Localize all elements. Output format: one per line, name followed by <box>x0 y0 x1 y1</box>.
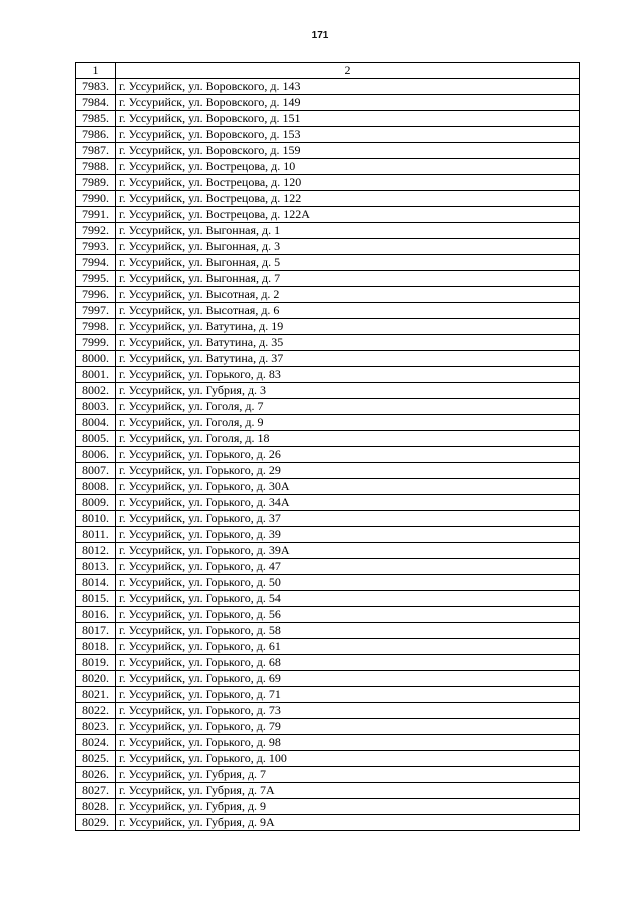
row-number: 7995. <box>76 271 116 287</box>
table-row <box>76 175 580 191</box>
row-number: 8012. <box>76 543 116 559</box>
table-row <box>76 767 580 783</box>
row-number: 7990. <box>76 191 116 207</box>
row-address: г. Уссурийск, ул. Горького, д. 37 <box>116 511 580 527</box>
table-row <box>76 687 580 703</box>
row-number: 7987. <box>76 143 116 159</box>
row-address: г. Уссурийск, ул. Выгонная, д. 1 <box>116 223 580 239</box>
table-row <box>76 127 580 143</box>
row-number: 8007. <box>76 463 116 479</box>
row-number: 8026. <box>76 767 116 783</box>
table-row <box>76 639 580 655</box>
table-row <box>76 575 580 591</box>
row-number: 8006. <box>76 447 116 463</box>
table-row <box>76 399 580 415</box>
column-header-address: 2 <box>116 63 580 79</box>
row-number: 8005. <box>76 431 116 447</box>
row-address: г. Уссурийск, ул. Горького, д. 26 <box>116 447 580 463</box>
row-address: г. Уссурийск, ул. Губрия, д. 9 <box>116 799 580 815</box>
row-address: г. Уссурийск, ул. Выгонная, д. 7 <box>116 271 580 287</box>
row-address: г. Уссурийск, ул. Вострецова, д. 122 <box>116 191 580 207</box>
row-number: 7998. <box>76 319 116 335</box>
row-address: г. Уссурийск, ул. Горького, д. 83 <box>116 367 580 383</box>
row-address: г. Уссурийск, ул. Вострецова, д. 122А <box>116 207 580 223</box>
row-number: 8001. <box>76 367 116 383</box>
table-row <box>76 383 580 399</box>
row-address: г. Уссурийск, ул. Горького, д. 73 <box>116 703 580 719</box>
row-number: 7999. <box>76 335 116 351</box>
row-address: г. Уссурийск, ул. Гоголя, д. 7 <box>116 399 580 415</box>
table-row <box>76 191 580 207</box>
table-row <box>76 415 580 431</box>
table-row <box>76 543 580 559</box>
row-number: 7988. <box>76 159 116 175</box>
row-number: 7986. <box>76 127 116 143</box>
table-row <box>76 367 580 383</box>
row-number: 8003. <box>76 399 116 415</box>
row-address: г. Уссурийск, ул. Горького, д. 58 <box>116 623 580 639</box>
row-number: 7996. <box>76 287 116 303</box>
table-body <box>76 79 580 831</box>
row-number: 8017. <box>76 623 116 639</box>
table-row <box>76 719 580 735</box>
row-number: 7989. <box>76 175 116 191</box>
table-row <box>76 799 580 815</box>
row-number: 8000. <box>76 351 116 367</box>
table-row <box>76 239 580 255</box>
row-address: г. Уссурийск, ул. Горького, д. 69 <box>116 671 580 687</box>
row-address: г. Уссурийск, ул. Воровского, д. 151 <box>116 111 580 127</box>
row-number: 8015. <box>76 591 116 607</box>
header-row <box>76 63 580 79</box>
row-address: г. Уссурийск, ул. Горького, д. 61 <box>116 639 580 655</box>
table-row <box>76 111 580 127</box>
row-address: г. Уссурийск, ул. Ватутина, д. 37 <box>116 351 580 367</box>
row-address: г. Уссурийск, ул. Горького, д. 30А <box>116 479 580 495</box>
table-header <box>76 63 580 79</box>
row-number: 8018. <box>76 639 116 655</box>
row-number: 8023. <box>76 719 116 735</box>
table-row <box>76 431 580 447</box>
row-number: 8024. <box>76 735 116 751</box>
row-number: 8021. <box>76 687 116 703</box>
row-number: 8020. <box>76 671 116 687</box>
row-address: г. Уссурийск, ул. Высотная, д. 2 <box>116 287 580 303</box>
table-row <box>76 495 580 511</box>
table-row <box>76 703 580 719</box>
row-number: 8028. <box>76 799 116 815</box>
table-row <box>76 463 580 479</box>
row-number: 8029. <box>76 815 116 831</box>
row-number: 8014. <box>76 575 116 591</box>
row-address: г. Уссурийск, ул. Горького, д. 34А <box>116 495 580 511</box>
row-address: г. Уссурийск, ул. Горького, д. 71 <box>116 687 580 703</box>
table-row <box>76 607 580 623</box>
table-row <box>76 815 580 831</box>
row-number: 7991. <box>76 207 116 223</box>
row-address: г. Уссурийск, ул. Ватутина, д. 19 <box>116 319 580 335</box>
table-row <box>76 559 580 575</box>
row-number: 8009. <box>76 495 116 511</box>
row-number: 7985. <box>76 111 116 127</box>
row-number: 7983. <box>76 79 116 95</box>
table-row <box>76 95 580 111</box>
row-address: г. Уссурийск, ул. Воровского, д. 159 <box>116 143 580 159</box>
row-address: г. Уссурийск, ул. Горького, д. 39 <box>116 527 580 543</box>
row-address: г. Уссурийск, ул. Губрия, д. 9А <box>116 815 580 831</box>
row-address: г. Уссурийск, ул. Выгонная, д. 5 <box>116 255 580 271</box>
row-number: 8008. <box>76 479 116 495</box>
row-number: 8019. <box>76 655 116 671</box>
table-row <box>76 591 580 607</box>
row-address: г. Уссурийск, ул. Горького, д. 79 <box>116 719 580 735</box>
row-number: 8004. <box>76 415 116 431</box>
row-number: 8022. <box>76 703 116 719</box>
row-address: г. Уссурийск, ул. Воровского, д. 153 <box>116 127 580 143</box>
row-number: 8011. <box>76 527 116 543</box>
table-row <box>76 143 580 159</box>
row-address: г. Уссурийск, ул. Гоголя, д. 18 <box>116 431 580 447</box>
table-row <box>76 751 580 767</box>
table-row <box>76 287 580 303</box>
row-number: 7992. <box>76 223 116 239</box>
row-address: г. Уссурийск, ул. Горького, д. 98 <box>116 735 580 751</box>
table-row <box>76 511 580 527</box>
table-row <box>76 351 580 367</box>
row-address: г. Уссурийск, ул. Горького, д. 54 <box>116 591 580 607</box>
table-row <box>76 207 580 223</box>
table-row <box>76 335 580 351</box>
row-address: г. Уссурийск, ул. Губрия, д. 7 <box>116 767 580 783</box>
row-address: г. Уссурийск, ул. Горького, д. 50 <box>116 575 580 591</box>
row-address: г. Уссурийск, ул. Гоголя, д. 9 <box>116 415 580 431</box>
row-address: г. Уссурийск, ул. Горького, д. 47 <box>116 559 580 575</box>
table-row <box>76 159 580 175</box>
table-row <box>76 527 580 543</box>
row-number: 8025. <box>76 751 116 767</box>
row-address: г. Уссурийск, ул. Горького, д. 56 <box>116 607 580 623</box>
page-number: 171 <box>311 30 329 41</box>
table-row <box>76 223 580 239</box>
row-number: 7984. <box>76 95 116 111</box>
row-address: г. Уссурийск, ул. Ватутина, д. 35 <box>116 335 580 351</box>
table-row <box>76 479 580 495</box>
table-row <box>76 447 580 463</box>
row-address: г. Уссурийск, ул. Губрия, д. 7А <box>116 783 580 799</box>
row-address: г. Уссурийск, ул. Воровского, д. 149 <box>116 95 580 111</box>
row-address: г. Уссурийск, ул. Горького, д. 29 <box>116 463 580 479</box>
table-row <box>76 79 580 95</box>
row-number: 8013. <box>76 559 116 575</box>
row-number: 8002. <box>76 383 116 399</box>
row-number: 7993. <box>76 239 116 255</box>
table-row <box>76 655 580 671</box>
table-row <box>76 783 580 799</box>
row-address: г. Уссурийск, ул. Воровского, д. 143 <box>116 79 580 95</box>
row-address: г. Уссурийск, ул. Вострецова, д. 120 <box>116 175 580 191</box>
row-number: 8010. <box>76 511 116 527</box>
column-header-number: 1 <box>76 63 116 79</box>
row-address: г. Уссурийск, ул. Горького, д. 68 <box>116 655 580 671</box>
row-number: 8027. <box>76 783 116 799</box>
table-row <box>76 319 580 335</box>
row-address: г. Уссурийск, ул. Горького, д. 39А <box>116 543 580 559</box>
row-address: г. Уссурийск, ул. Высотная, д. 6 <box>116 303 580 319</box>
row-number: 7994. <box>76 255 116 271</box>
table-row <box>76 671 580 687</box>
row-address: г. Уссурийск, ул. Губрия, д. 3 <box>116 383 580 399</box>
row-address: г. Уссурийск, ул. Вострецова, д. 10 <box>116 159 580 175</box>
row-address: г. Уссурийск, ул. Горького, д. 100 <box>116 751 580 767</box>
table-row <box>76 271 580 287</box>
address-table <box>75 62 580 831</box>
row-number: 8016. <box>76 607 116 623</box>
table-row <box>76 255 580 271</box>
table-row <box>76 623 580 639</box>
row-address: г. Уссурийск, ул. Выгонная, д. 3 <box>116 239 580 255</box>
row-number: 7997. <box>76 303 116 319</box>
table-row <box>76 303 580 319</box>
table-row <box>76 735 580 751</box>
